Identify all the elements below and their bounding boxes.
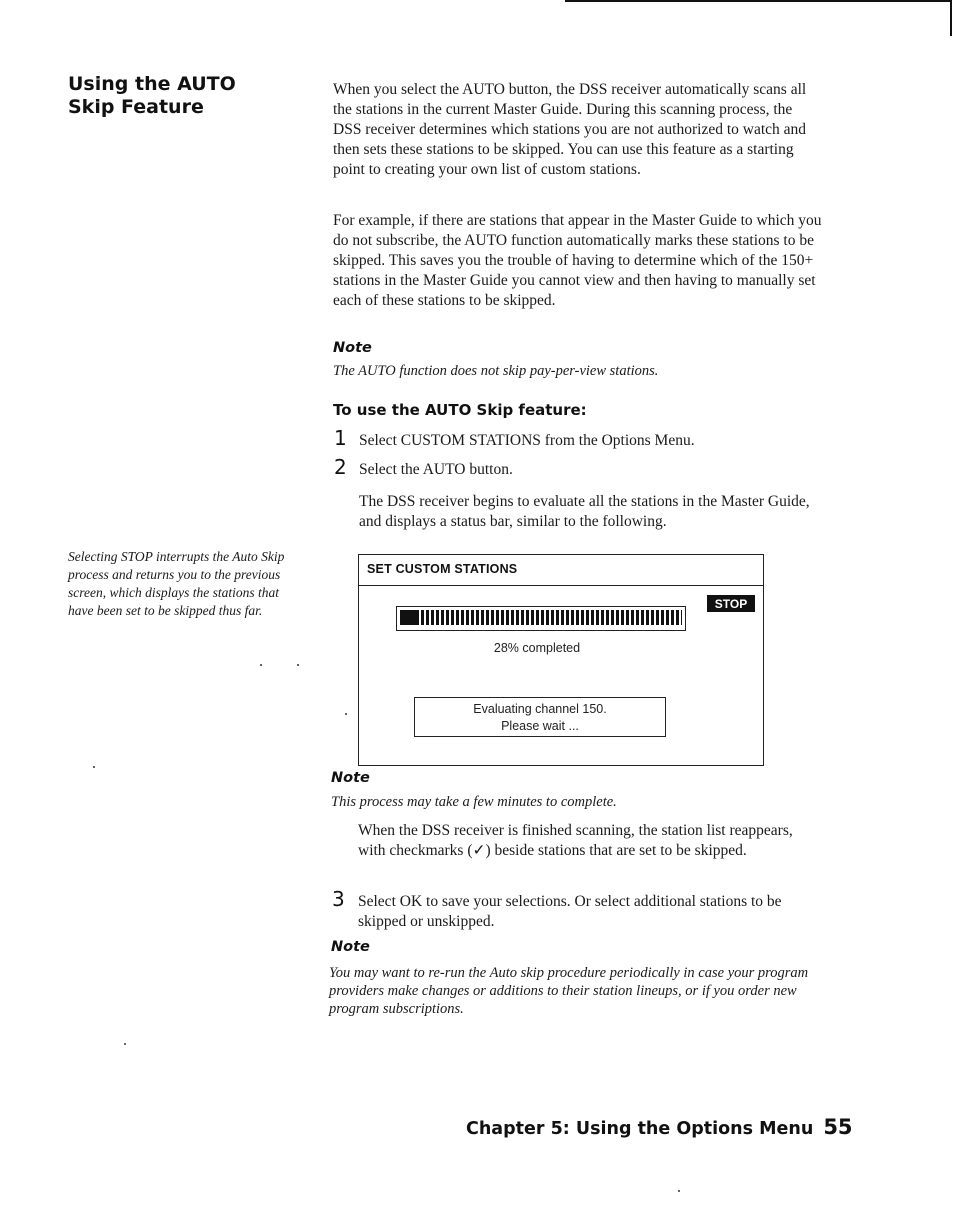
scan-speck	[124, 1043, 126, 1045]
status-line-2: Please wait ...	[501, 719, 579, 733]
scan-speck	[678, 1190, 680, 1192]
percent-completed-text: 28% completed	[493, 641, 581, 655]
intro-paragraph-2: For example, if there are stations that appear in the Master Guide to which you do not subscribe, the AUTO function automatically marks these stations to be skipped. This saves you the trouble of having to determine which of the 150+ stations in the Master Guide you cannot view and then having to manually set each of these stations to be skipped.	[333, 212, 822, 309]
screen-title: SET CUSTOM STATIONS	[367, 562, 518, 576]
scan-speck	[260, 664, 262, 666]
step-number: 2	[334, 455, 347, 479]
page-footer	[466, 1115, 853, 1139]
footer-chapter: Chapter 5: Using the Options Menu	[466, 1119, 814, 1139]
margin-note: Selecting STOP interrupts the Auto Skip process and returns you to the previous screen, which displays the stations that have been set to be skipped thus far.	[68, 549, 285, 618]
page-edge-mark	[950, 0, 952, 36]
page-number: 55	[823, 1115, 853, 1139]
section-heading-line-1: Using the AUTO	[68, 73, 236, 95]
progress-bar	[396, 606, 686, 631]
scan-speck	[345, 713, 347, 715]
note-text: This process may take a few minutes to complete.	[331, 794, 617, 810]
status-screen	[358, 554, 764, 766]
note-text: The AUTO function does not skip pay-per-view stations.	[333, 363, 659, 379]
section-heading	[68, 73, 288, 119]
step-followup-text: The DSS receiver begins to evaluate all the stations in the Master Guide, and displays a status bar, similar to the following.	[359, 493, 810, 530]
step-number: 1	[334, 426, 347, 450]
status-line-1: Evaluating channel 150.	[473, 702, 607, 716]
top-rule	[565, 0, 950, 2]
note-label: Note	[333, 340, 372, 356]
intro-paragraph-1: When you select the AUTO button, the DSS receiver automatically scans all the stations in the current Master Guide. During this scanning process, the DSS receiver determines which stations you are not authorized to watch and then sets these stations to be skipped. You can use this feature as a starting point to creating your own list of custom stations.	[333, 81, 807, 178]
screen-title-bar	[359, 555, 763, 586]
step-number: 3	[332, 887, 345, 911]
step-text: Select the AUTO button.	[359, 461, 513, 478]
finish-paragraph: When the DSS receiver is finished scanning, the station list reappears, with checkmarks (✓) beside stations that are set to be skipped.	[358, 822, 793, 859]
progress-bar-solid	[400, 610, 416, 625]
status-message-box	[414, 697, 666, 737]
step-text: Select CUSTOM STATIONS from the Options Menu.	[359, 432, 695, 449]
note-label: Note	[331, 770, 370, 786]
note-label: Note	[331, 939, 370, 955]
progress-bar-ticks	[416, 610, 682, 625]
procedure-heading: To use the AUTO Skip feature:	[333, 401, 587, 419]
step-text: Select OK to save your selections. Or select additional stations to be skipped or unskipped.	[358, 893, 782, 930]
scan-speck	[93, 766, 95, 768]
note-text: You may want to re-run the Auto skip procedure periodically in case your program providers make changes or additions to their station lineups, or if you order new program subscriptions.	[329, 965, 809, 1017]
section-heading-line-2: Skip Feature	[68, 96, 204, 118]
scan-speck	[297, 664, 299, 666]
stop-button[interactable]: STOP	[707, 595, 755, 612]
